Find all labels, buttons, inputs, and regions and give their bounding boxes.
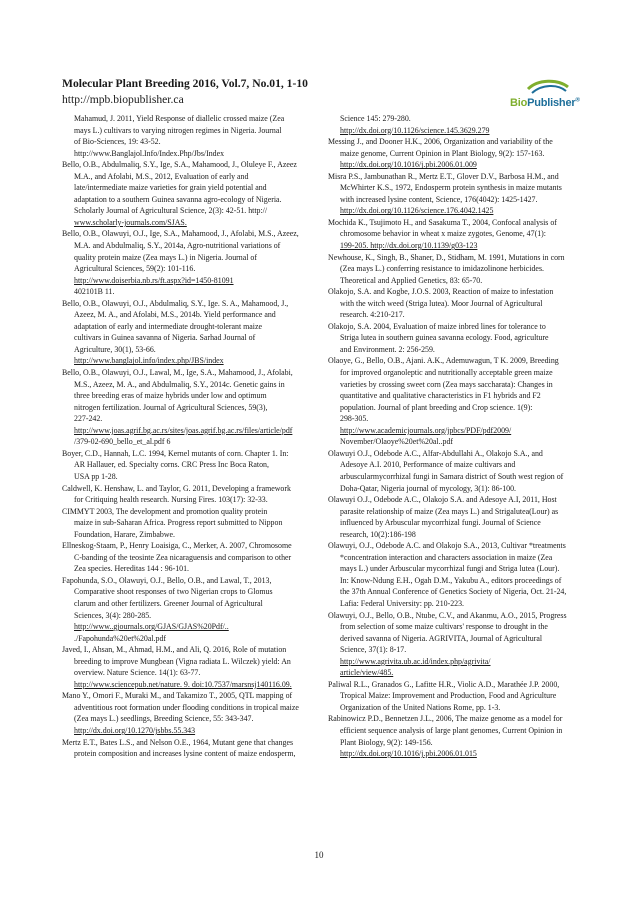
reference-line: http://www.Banglajol.Info/Index.Php/Jbs/Index (74, 148, 225, 158)
reference-link[interactable]: http://www.doiserbia.nb.rs/ft.aspx?id=1450-81091 (74, 275, 234, 285)
reference-line: (Zea mays L.) conferring resistance to imidazolinone herbicides. (340, 264, 544, 274)
reference-line: influenced by Arbuscular mycorrhizal fungi. Journal of Science (340, 518, 541, 528)
reference-line: Boyer, C.D., Hannah, L.C. 1994, Kernel mutants of corn. Chapter 1. In: (62, 448, 289, 458)
reference-link[interactable]: http://www.academicjournals.org/jpbcs/PDF/pdf2009/ (340, 425, 512, 435)
reference-line: Mano Y., Omori F., Muraki M., and Takamizo T., 2005, QTL mapping of (62, 691, 293, 701)
reference-line: Science, 37(1): 8-17. (340, 645, 407, 655)
reference-line: 402101B 11. (74, 287, 115, 297)
reference-line: USA pp 1-28. (74, 471, 118, 481)
reference-link[interactable]: www.scholarly-journals.com/SJAS. (74, 217, 187, 227)
reference-line: Mertz E.T., Bates L.S., and Nelson O.E., 1964, Mutant gene that changes (62, 737, 294, 747)
reference-line: Sciences, 3(4): 280-285. (74, 610, 152, 620)
reference-line: *concentration interaction and characters association in maize (Zea (340, 552, 553, 562)
reference-entry (328, 113, 586, 136)
reference-entry (62, 159, 320, 228)
reference-line: M.A., and Afolabi, M.S., 2012, Evaluation of early and (74, 171, 249, 181)
reference-link[interactable]: http://dx.doi.org/10.1126/science.145.3629.279 (340, 125, 490, 135)
biopublisher-logo (498, 79, 582, 113)
reference-entry (62, 228, 320, 297)
reference-entry (328, 171, 586, 217)
reference-line: Agricultural Sciences, 59(2): 101-116. (74, 264, 196, 274)
reference-entry (62, 298, 320, 367)
reference-entry (328, 252, 586, 287)
reference-line: Zea species. Hereditas 144 : 96-101. (74, 564, 190, 574)
reference-line: November/Olaoye%20et%20al..pdf (340, 437, 454, 447)
reference-line: quantitative and qualitative characteristics in F1 hybrids and F2 (340, 391, 541, 401)
reference-line: Mahamud, J. 2011, Yield Response of diallelic crossed maize (Zea (74, 114, 285, 123)
reference-line: late/intermediate maize varieties for grain yield potential and (74, 183, 267, 193)
reference-line: Striga lutea in southern guinea savanna ecology. Food, agriculture (340, 333, 549, 343)
reference-link[interactable]: http://dx.doi.org/10.1016/j.pbi.2006.01.015 (340, 749, 477, 759)
reference-entry (62, 737, 320, 760)
reference-line: Organization of the United Nations Rome, pp. 1-3. (340, 702, 501, 712)
logo-text: BioPublisher® (510, 97, 580, 109)
reference-line: Messing J., and Dooner H.K., 2006, Organization and variability of the (328, 137, 553, 147)
reference-line: overview. Nature Science. 14(1): 63-77. (74, 668, 201, 678)
reference-line: adaptation to a southern Guinea savanna agro-ecology of Nigeria. (74, 194, 282, 204)
reference-line: Paliwal R.L., Granados G., Lafitte H.R., Violic A.D., Marathée J.P. 2000, (328, 679, 560, 689)
reference-line: Bello, O.B., Abdulmaliq, S.Y., Ige, S.A., Mahamood, J., Oluleye F., Azeez (62, 160, 297, 170)
reference-line: M.S., Azeez, M. A., and Abdulmaliq, S.Y., 2014c. Genetic gains in (74, 379, 285, 389)
reference-entry (328, 679, 586, 714)
references-right-column (328, 113, 586, 760)
reference-line: from selection of some maize cultivars' response to drought in the (340, 622, 548, 632)
reference-line: Newhouse, K., Singh, B., Shaner, D., Stidham, M. 1991, Mutations in corn (328, 252, 565, 262)
reference-line: quality protein maize (Zea mays L.) in Nigeria. Journal of (74, 252, 257, 262)
reference-line: mays L.) under Arbuscular mycorrhizal fungi and Striga lutea (Lour). (340, 564, 560, 574)
reference-line: Olakojo, S.A. and Kogbe, J.O.S. 2003, Reaction of maize to infestation (328, 287, 554, 297)
reference-line: research. 4:210-217. (340, 310, 405, 320)
reference-link[interactable]: http://dx.doi.org/10.1126/science.176.4042.1425 (340, 206, 494, 216)
reference-line: McWhirter K.S., 1972, Endosperm protein synthesis in maize mutants (340, 183, 562, 193)
reference-link[interactable]: http://www..gjournals.org/GJAS/GJAS%20Pdf/.. (74, 622, 229, 632)
reference-entry (62, 506, 320, 541)
reference-line: 227-242. (74, 414, 103, 424)
reference-line: three breeding eras of maize hybrids under low and optimum (74, 391, 267, 401)
reference-line: Olawuyi O.J., Odebode A.C., Olakojo S.A. and Adesoye A.I, 2011, Host (328, 495, 557, 505)
reference-line: 298-305. (340, 414, 369, 424)
reference-line: efficient sequence analysis of large plant genomes, Current Opinion in (340, 725, 563, 735)
reference-entry (62, 644, 320, 690)
reference-line: varieties by crossing sweet corn (Zea mays saccharata): Changes in (340, 379, 553, 389)
reference-line: Bello, O.B., Olawuyi, O.J., Lawal, M., Ige, S.A., Mahamood, J., Afolabi, (62, 368, 293, 378)
reference-line: Fapohunda, S.O., Olawuyi, O.J., Bello, O.B., and Lawal, T., 2013, (62, 575, 272, 585)
reference-line: Olawuyi, O.J., Odebode A.C. and Olakojo S.A., 2013, Cultivar *treatments (328, 541, 566, 551)
reference-line: chromosome behavior in wheat x maize zygotes, Genome, 47(1): (340, 229, 546, 239)
reference-line: /379-02-690_bello_et_al.pdf 6 (74, 437, 171, 447)
reference-link[interactable]: http://dx.doi.org/10.1016/j.pbi.2006.01.009 (340, 160, 477, 170)
reference-link[interactable]: article/view/485. (340, 668, 394, 678)
reference-line: Foundation, Harare, Zimbabwe. (74, 529, 176, 539)
reference-link[interactable]: http://www.sciencepub.net/nature. 9. doi:10.7537/marsnsj140116.09. (74, 679, 292, 689)
reference-line: Tropical Maize: Improvement and Production, Food and Agriculture (340, 691, 557, 701)
reference-line: Science 145: 279-280. (340, 114, 411, 123)
reference-line: maize genome, Current Opinion in Plant Biology, 9(2): 157-163. (340, 148, 545, 158)
page-number: 10 (314, 850, 324, 860)
reference-line: Agriculture, 30(1), 53-66. (74, 344, 156, 354)
reference-line: arbuscularmycorrhizal fungi in Samara district of South west region of (340, 471, 564, 481)
reference-line: Misra P.S., Jambunathan R., Mertz E.T., Glover D.V., Barbosa H.M., and (328, 171, 559, 181)
reference-entry (62, 690, 320, 736)
reference-link[interactable]: http://www.joas.agrif.bg.ac.rs/sites/joas.agrif.bg.ac.rs/files/article/pdf (74, 425, 293, 435)
reference-line: C-banding of the teosinte Zea nicaraguensis and comparison to other (74, 552, 292, 562)
reference-entry (328, 494, 586, 540)
reference-entry (62, 483, 320, 506)
page-header (62, 77, 582, 109)
reference-line: Mochida K., Tsujimoto H., and Sasakuma T., 2004, Confocal analysis of (328, 217, 557, 227)
reference-entry (328, 136, 586, 171)
reference-line: cultivars in Guinea savanna of Nigeria. Sarhad Journal of (74, 333, 256, 343)
reference-line: adaptation of early and intermediate drought-tolerant maize (74, 321, 262, 331)
reference-line: Plant Biology, 9(2): 149-156. (340, 737, 433, 747)
reference-entry (62, 540, 320, 575)
reference-link[interactable]: http://www.banglajol.info/index.php/JBS/index (74, 356, 224, 366)
reference-entry (328, 448, 586, 494)
reference-line: Olawuyi, O.J., Bello, O.B., Ntube, C.V., and Akanmu, A.O., 2015, Progress (328, 610, 567, 620)
reference-line: adventitious root formation under flooding conditions in tropical maize (74, 702, 299, 712)
reference-entry (328, 713, 586, 759)
reference-entry (62, 367, 320, 448)
reference-line: parasite relationship of maize (Zea mays L.) and Strigalutea(Lour) as (340, 506, 559, 516)
reference-line: Comparative shoot responses of two Nigerian crops to Glomus (74, 587, 273, 597)
reference-entry (328, 355, 586, 447)
reference-line: and Environment. 2: 256-259. (340, 344, 435, 354)
reference-entry (328, 286, 586, 321)
reference-line: protein composition and increases lysine content of maize endosperm, (74, 749, 296, 759)
reference-line: clarum and other fertilizers. Greener Journal of Agricultural (74, 598, 263, 608)
reference-line: population. Journal of plant breeding and Crop science. 1(9): (340, 402, 533, 412)
reference-line: AR Hallauer, ed. Specialty corns. CRC Press Inc Boca Raton, (74, 460, 269, 470)
reference-link[interactable]: http://dx.doi.org/10.1270/jsbbs.55.343 (74, 725, 196, 735)
reference-line: Theoretical and Applied Genetics, 83: 65-70. (340, 275, 483, 285)
journal-url[interactable]: http://mpb.biopublisher.ca (62, 93, 184, 106)
reference-link[interactable]: 199-205. http://dx.doi.org/10.1139/g03-123 (340, 241, 478, 251)
reference-line: Lafia: Federal University: pp. 210-223. (340, 598, 465, 608)
reference-line: Rabinowicz P.D., Bennetzen J.L., 2006, The maize genome as a model for (328, 714, 563, 724)
reference-line: Bello, O.B., Olawuyi, O.J., Abdulmaliq, S.Y., Ige. S. A., Mahamood, J., (62, 298, 289, 308)
reference-line: Azeez, M. A., and Afolabi, M.S., 2014b. Yield performance and (74, 310, 276, 320)
reference-line: nitrogen fertilization. Journal of Agricultural Sciences, 59(3), (74, 402, 268, 412)
reference-line: Bello, O.B., Olawuyi, O.J., Ige, S.A., Mahamood, J., Afolabi, M.S., Azeez, (62, 229, 299, 239)
reference-line: for improved organoleptic and nutritionally acceptable green maize (340, 368, 553, 378)
reference-entry (328, 321, 586, 356)
reference-link[interactable]: http://www.agrivita.ub.ac.id/index.php/agrivita/ (340, 656, 491, 666)
reference-line: CIMMYT 2003, The development and promotion quality protein (62, 506, 268, 516)
reference-line: with the witch weed (Striga lutea). Moor Journal of Agricultural (340, 298, 543, 308)
reference-line: (Zea mays L.) seedlings, Breeding Science, 55: 343-347. (74, 714, 254, 724)
reference-line: Adesoye A.I. 2010, Performance of maize cultivars and (340, 460, 516, 470)
reference-line: ./Fapohunda%20et%20al.pdf (74, 633, 167, 643)
reference-line: Caldwell, K. Henshaw, L. and Taylor, G. 2011, Developing a framework (62, 483, 291, 493)
reference-line: Scholarly Journal of Agricultural Science, 2(3): 42-51. http:// (74, 206, 268, 216)
reference-line: In: Know-Ndung E.H., Ogah D.M., Yakubu A., editors proceedings of (340, 575, 562, 585)
reference-line: research, 10(2):186-198 (340, 529, 416, 539)
reference-line: Olaoye, G., Bello, O.B., Ajani. A.K., Ademuwagun, T K. 2009, Breeding (328, 356, 559, 366)
reference-entry (328, 540, 586, 609)
reference-line: Olakojo, S.A. 2004, Evaluation of maize inbred lines for tolerance to (328, 321, 546, 331)
reference-line: breeding to improve Mungbean (Vigna radiata L. Wilczek) yield: An (74, 656, 291, 666)
reference-line: for Critiquing health research. Nursing Fires. 103(17): 32-33. (74, 495, 268, 505)
reference-line: Doha-Qatar, Nigeria journal of mycology, 3(1): 86-100. (340, 483, 517, 493)
reference-line: with increased lysine content, Science, 176(4042): 1425-1427. (340, 194, 538, 204)
reference-line: Ellneskog-Staam, P., Henry Loaisiga, C., Merker, A. 2007, Chromosome (62, 541, 292, 551)
reference-line: Olawuyi O.J., Odebode A.C., Alfar-Abdullahi A., Olakojo S.A., and (328, 448, 543, 458)
reference-line: mays L.) cultivars to varying nitrogen regimes in Nigeria. Journal (74, 125, 282, 135)
reference-entry (62, 575, 320, 644)
reference-line: M.A. and Abdulmaliq, S.Y., 2014a, Agro-nutritional variations of (74, 241, 281, 251)
reference-line: maize in sub-Saharan Africa. Progress report submitted to Nippon (74, 518, 283, 528)
reference-entry (62, 113, 320, 159)
reference-entry (62, 448, 320, 483)
references-left-column (62, 113, 320, 760)
reference-line: Javed, I., Ahsan, M., Ahmad, H.M., and Ali, Q. 2016, Role of mutation (62, 645, 287, 655)
reference-line: derived savanna of Nigeria. AGRIVITA, Journal of Agricultural (340, 633, 543, 643)
reference-entry (328, 217, 586, 252)
journal-title: Molecular Plant Breeding 2016, Vol.7, No.01, 1-10 (62, 77, 308, 90)
reference-line: the 37th Annual Conference of Genetics Society of Nigeria, Oct. 21-24, (340, 587, 567, 597)
reference-line: of Bio-Sciences, 19: 43-52. (74, 137, 161, 147)
reference-entry (328, 610, 586, 679)
